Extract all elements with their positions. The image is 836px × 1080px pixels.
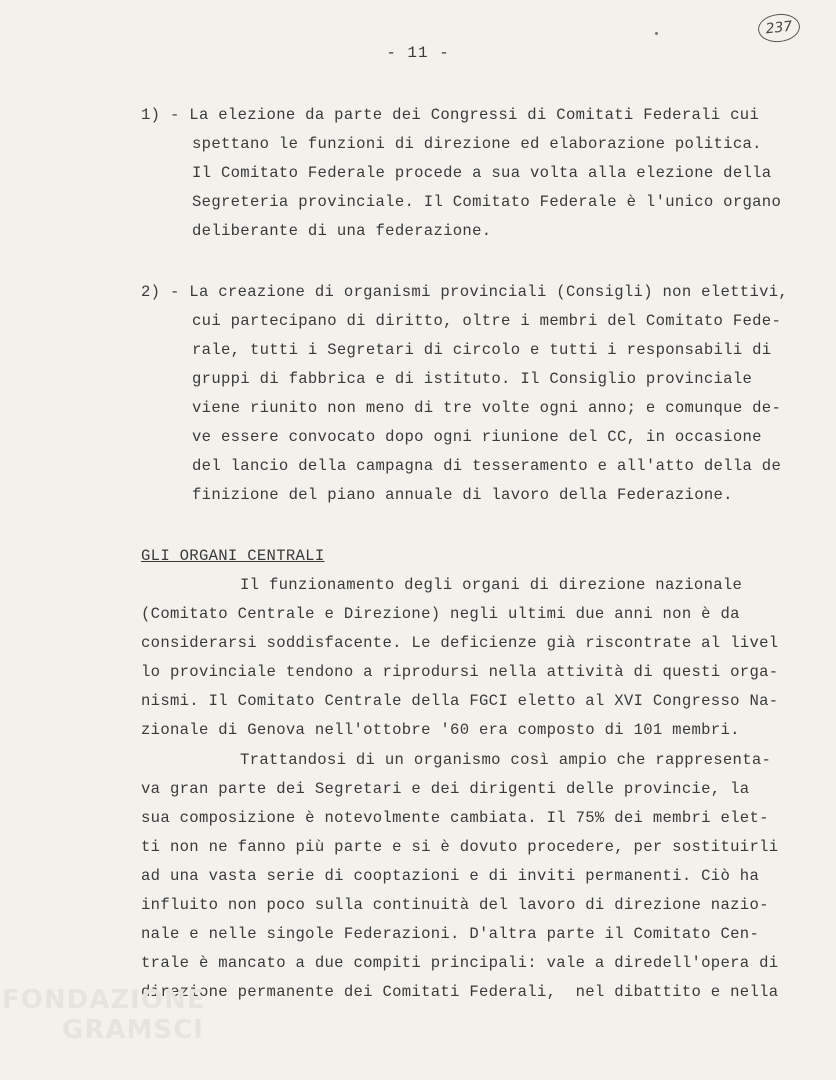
watermark-line2: GRAMSCI: [62, 1015, 204, 1045]
para1-line: (Comitato Centrale e Direzione) negli ultimi due anni non è da: [141, 605, 740, 623]
para1-line: lo provinciale tendono a riprodursi nella attività di questi orga-: [141, 663, 779, 681]
ink-mark: [655, 32, 658, 35]
item2-line: finizione del piano annuale di lavoro della Federazione.: [192, 486, 733, 504]
para2-line: Trattandosi di un organismo così ampio che rappresenta-: [240, 751, 772, 769]
para2-line: trale è mancato a due compiti principali: vale a diredell'opera di: [141, 954, 779, 972]
item2-line: gruppi di fabbrica e di istituto. Il Consiglio provinciale: [192, 370, 753, 388]
item1-line: Il Comitato Federale procede a sua volta alla elezione della: [192, 164, 772, 182]
para2-line: va gran parte dei Segretari e dei dirigenti delle provincie, la: [141, 780, 750, 798]
item1-line: spettano le funzioni di direzione ed elaborazione politica.: [192, 135, 762, 153]
watermark-line1: FONDAZIONE: [2, 985, 206, 1015]
para1-line: Il funzionamento degli organi di direzione nazionale: [240, 576, 743, 594]
item2-line: cui partecipano di diritto, oltre i membri del Comitato Fede-: [192, 312, 782, 330]
section-heading: GLI ORGANI CENTRALI: [141, 547, 325, 565]
item2-line: ve essere convocato dopo ogni riunione del CC, in occasione: [192, 428, 762, 446]
item2-line: rale, tutti i Segretari di circolo e tutti i responsabili di: [192, 341, 772, 359]
para2-line: nale e nelle singole Federazioni. D'altra parte il Comitato Cen-: [141, 925, 760, 943]
page-number: - 11 -: [386, 44, 450, 62]
para1-line: considerarsi soddisfacente. Le deficienze già riscontrate al livel: [141, 634, 779, 652]
item1-line: deliberante di una federazione.: [192, 222, 492, 240]
item1-line: Segreteria provinciale. Il Comitato Federale è l'unico organo: [192, 193, 782, 211]
item2-line: viene riunito non meno di tre volte ogni anno; e comunque de-: [192, 399, 782, 417]
para1-line: zionale di Genova nell'ottobre '60 era composto di 101 membri.: [141, 721, 740, 739]
para2-line: influito non poco sulla continuità del lavoro di direzione nazio-: [141, 896, 769, 914]
item2-line: del lancio della campagna di tesseramento e all'atto della de: [192, 457, 782, 475]
item1-line: 1) - La elezione da parte dei Congressi di Comitati Federali cui: [141, 106, 760, 124]
item2-line: 2) - La creazione di organismi provinciali (Consigli) non elettivi,: [141, 283, 789, 301]
para2-line: ad una vasta serie di cooptazioni e di inviti permanenti. Ciò ha: [141, 867, 760, 885]
archive-stamp: 237: [757, 12, 802, 44]
para1-line: nismi. Il Comitato Centrale della FGCI eletto al XVI Congresso Na-: [141, 692, 779, 710]
para2-line: ti non ne fanno più parte e si è dovuto procedere, per sostituirli: [141, 838, 779, 856]
para2-line: sua composizione è notevolmente cambiata. Il 75% dei membri elet-: [141, 809, 769, 827]
para2-line: direzione permanente dei Comitati Federali, nel dibattito e nella: [141, 983, 779, 1001]
